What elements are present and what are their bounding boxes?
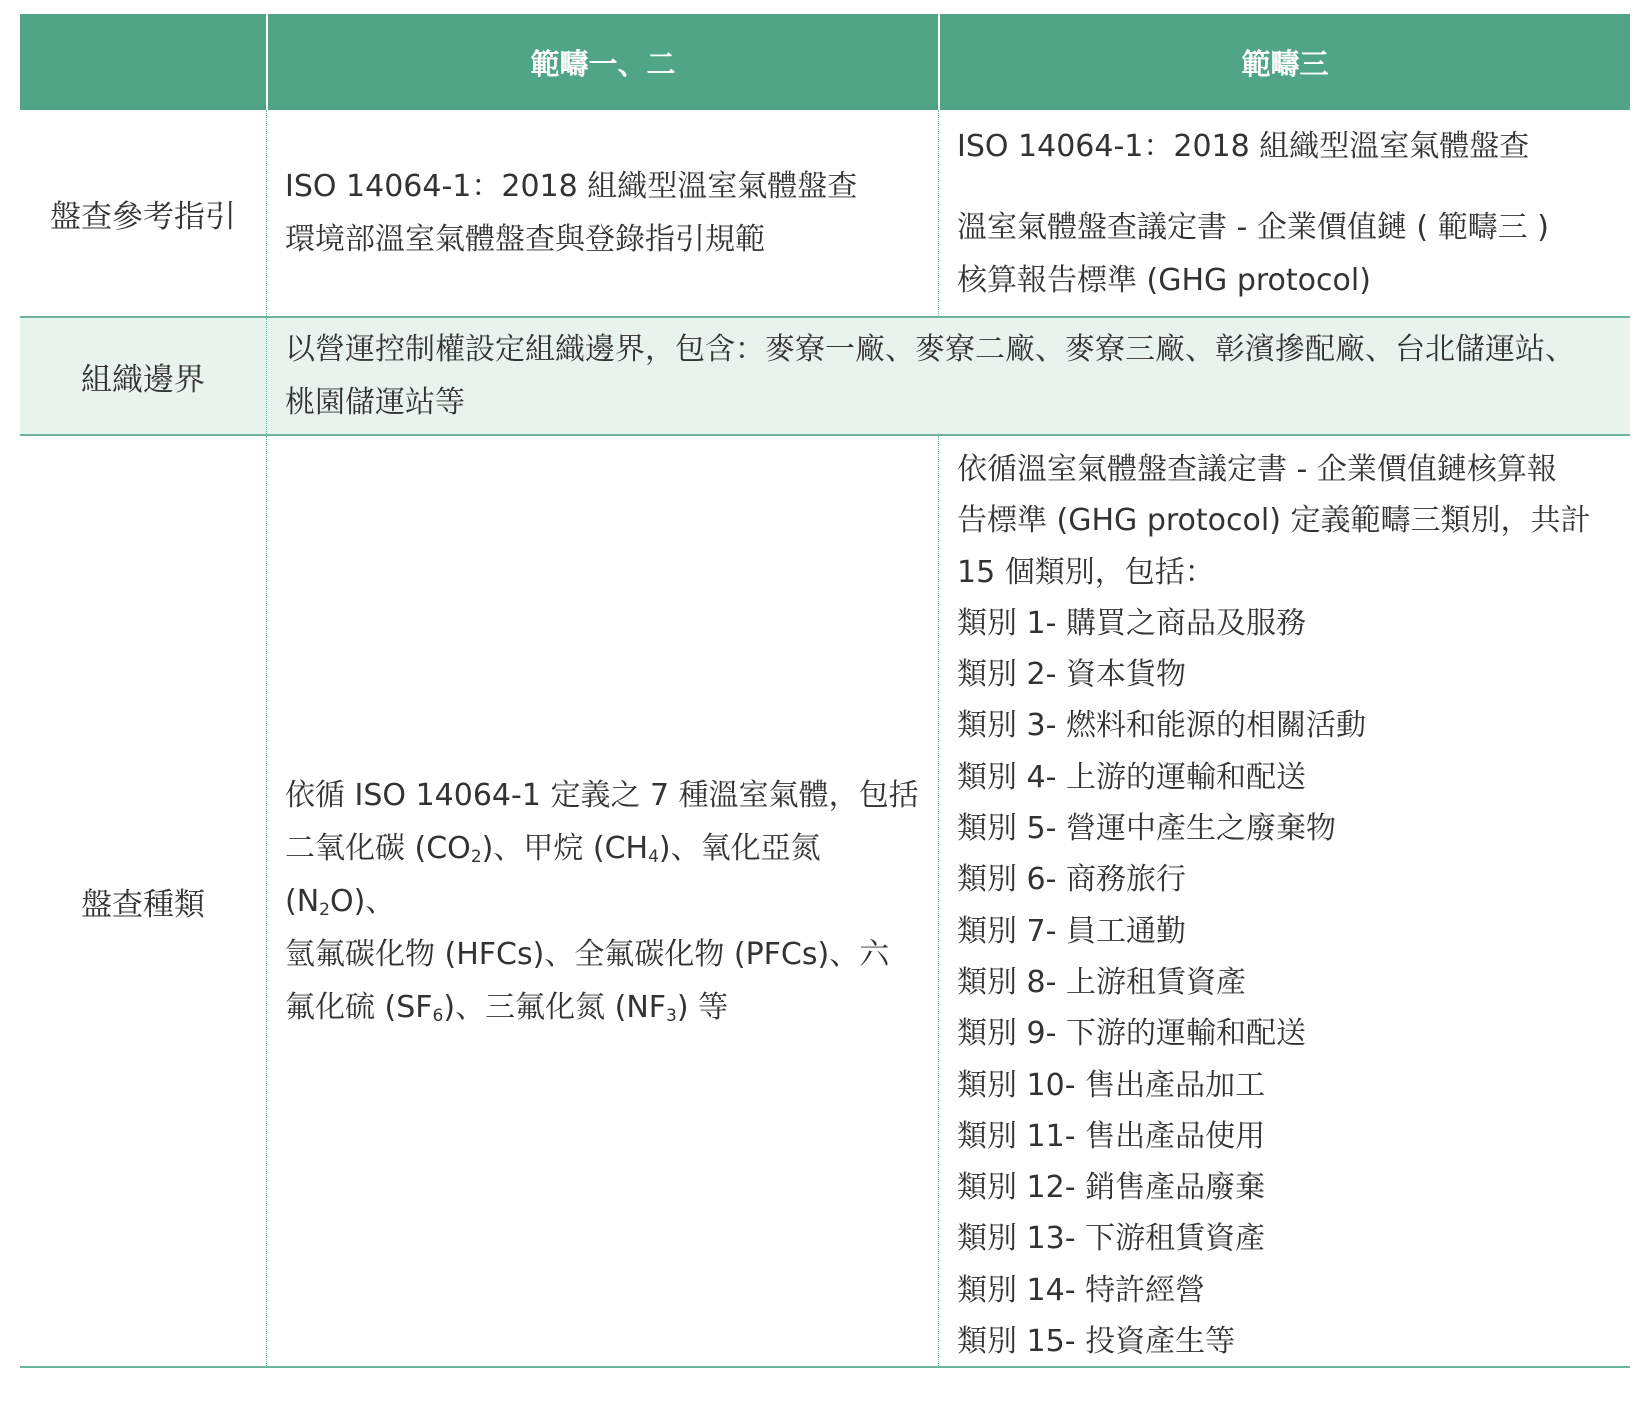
subscript: 4	[648, 846, 659, 867]
category-item: 類別 9- 下游的運輸和配送	[957, 1016, 1306, 1052]
text-span: ) 等	[676, 989, 729, 1025]
header-cell-empty	[20, 14, 266, 110]
category-item: 類別 15- 投資產生等	[957, 1324, 1236, 1360]
category-item: 類別 6- 商務旅行	[957, 862, 1186, 898]
text-line: 環境部溫室氣體盤查與登錄指引規範	[285, 222, 765, 257]
row-label-boundary: 組織邊界	[81, 361, 205, 398]
category-item: 類別 8- 上游租賃資產	[957, 964, 1246, 1000]
cell-types-scope-3	[938, 436, 1630, 1366]
category-item: 類別 13- 下游租賃資產	[957, 1221, 1266, 1257]
cell-reference-scope-1-2	[266, 110, 938, 316]
text-span: )、氧化亞氮 (N	[285, 830, 821, 919]
category-item: 類別 12- 銷售產品廢棄	[957, 1170, 1266, 1206]
table-row-boundary	[20, 318, 1630, 436]
text-line: 氫氟碳化物 (HFCs)、全氟碳化物 (PFCs)、六	[285, 936, 890, 972]
text-span: )、甲烷 (CH	[481, 830, 649, 866]
text-span: 二氧化碳 (CO	[285, 830, 471, 866]
category-item: 類別 14- 特許經營	[957, 1272, 1206, 1308]
header-cell-scope-1-2: 範疇一、二	[266, 14, 938, 110]
text-span: )、三氟化氮 (NF	[443, 989, 667, 1025]
table-header-row	[20, 14, 1630, 110]
category-item: 類別 10- 售出產品加工	[957, 1067, 1266, 1103]
category-item: 類別 2- 資本貨物	[957, 657, 1186, 693]
text-span: O)、	[329, 883, 396, 919]
row-label-types: 盤查種類	[81, 886, 205, 923]
text-line: 溫室氣體盤查議定書 - 企業價值鏈 ( 範疇三 )	[957, 210, 1549, 245]
row-label-reference: 盤查參考指引	[50, 198, 236, 235]
text-line: 15 個類別，包括：	[957, 554, 1215, 590]
text-line	[285, 981, 920, 1034]
header-cell-scope-3: 範疇三	[938, 14, 1630, 110]
subscript: 6	[432, 1005, 444, 1026]
text-line: 以營運控制權設定組織邊界，包含：麥寮一廠、麥寮二廠、麥寮三廠、彰濱摻配廠、台北儲運站、	[285, 332, 1575, 367]
subscript: 2	[319, 899, 330, 920]
cell-reference-scope-3	[938, 110, 1630, 316]
cell-types-scope-1-2	[266, 436, 938, 1366]
category-item: 類別 7- 員工通勤	[957, 913, 1186, 949]
category-item: 類別 3- 燃料和能源的相關活動	[957, 708, 1366, 744]
text-line	[285, 822, 920, 928]
subscript: 3	[666, 1005, 677, 1026]
table-row-reference	[20, 110, 1630, 318]
text-line: 依循溫室氣體盤查議定書 - 企業價值鏈核算報	[957, 452, 1557, 487]
ghg-inventory-table	[20, 14, 1630, 1368]
text-line: 桃園儲運站等	[285, 385, 465, 420]
subscript: 2	[470, 846, 482, 867]
cell-boundary	[266, 318, 1630, 434]
text-line: ISO 14064-1：2018 組織型溫室氣體盤查	[285, 169, 858, 204]
text-line: ISO 14064-1：2018 組織型溫室氣體盤查	[957, 129, 1530, 164]
text-line: 告標準 (GHG protocol) 定義範疇三類別，共計	[957, 503, 1591, 539]
category-item: 類別 1- 購買之商品及服務	[957, 605, 1306, 641]
text-span: 氟化硫 (SF	[285, 989, 433, 1025]
text-line: 依循 ISO 14064-1 定義之 7 種溫室氣體，包括	[285, 777, 919, 813]
category-item: 類別 5- 營運中產生之廢棄物	[957, 811, 1336, 847]
text-line: 核算報告標準 (GHG protocol)	[957, 263, 1371, 298]
category-item: 類別 11- 售出產品使用	[957, 1118, 1266, 1154]
table-row-types	[20, 436, 1630, 1368]
category-item: 類別 4- 上游的運輸和配送	[957, 759, 1306, 795]
